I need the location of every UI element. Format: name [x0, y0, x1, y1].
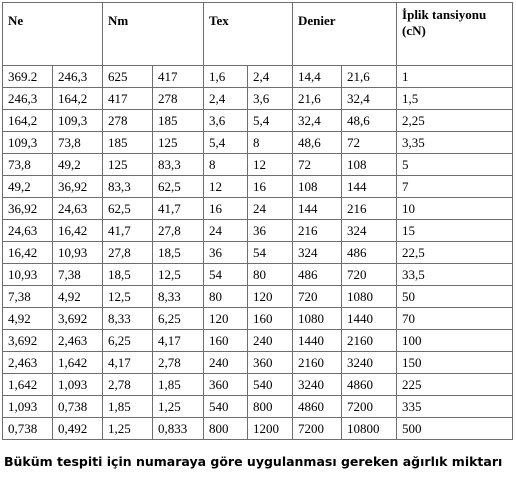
- table-cell: 360: [204, 374, 248, 396]
- table-row: [3, 286, 513, 308]
- table-cell: 32,4: [293, 110, 342, 132]
- table-cell: 1,85: [103, 396, 153, 418]
- table-cell: 7200: [293, 418, 342, 440]
- table-cell: 417: [103, 88, 153, 110]
- table-cell: 80: [248, 264, 293, 286]
- table-cell: 72: [342, 132, 397, 154]
- table-header-row: [3, 3, 513, 66]
- header-denier: Denier: [293, 3, 397, 66]
- table-cell: 240: [204, 352, 248, 374]
- table-cell: 41,7: [103, 220, 153, 242]
- header-tex: Tex: [204, 3, 293, 66]
- table-cell: 150: [397, 352, 513, 374]
- table-cell: 486: [342, 242, 397, 264]
- table-cell: 100: [397, 330, 513, 352]
- table-cell: 185: [153, 110, 204, 132]
- table-cell: 800: [248, 396, 293, 418]
- table-cell: 5,4: [204, 132, 248, 154]
- table-cell: 2,78: [153, 352, 204, 374]
- header-yarn-tension-unit: (cN): [402, 23, 426, 38]
- table-cell: 73,8: [53, 132, 103, 154]
- table-cell: 1440: [293, 330, 342, 352]
- table-cell: 33,5: [397, 264, 513, 286]
- table-cell: 1200: [248, 418, 293, 440]
- table-row: [3, 308, 513, 330]
- table-cell: 185: [103, 132, 153, 154]
- table-cell: 625: [103, 66, 153, 88]
- table-cell: 7200: [342, 396, 397, 418]
- table-cell: 1,25: [153, 396, 204, 418]
- table-cell: 120: [204, 308, 248, 330]
- table-cell: 2,463: [3, 352, 53, 374]
- table-cell: 32,4: [342, 88, 397, 110]
- table-cell: 49,2: [3, 176, 53, 198]
- table-cell: 4,17: [103, 352, 153, 374]
- table-cell: 10,93: [53, 242, 103, 264]
- table-cell: 125: [103, 154, 153, 176]
- table-cell: 324: [342, 220, 397, 242]
- table-cell: 5,4: [248, 110, 293, 132]
- table-cell: 2160: [293, 352, 342, 374]
- table-cell: 16,42: [3, 242, 53, 264]
- table-cell: 3,6: [204, 110, 248, 132]
- header-yarn-tension-line1: İplik tansiyonu: [402, 7, 487, 22]
- table-cell: 24: [204, 220, 248, 242]
- table-cell: 216: [342, 198, 397, 220]
- table-cell: 800: [204, 418, 248, 440]
- table-cell: 4,92: [3, 308, 53, 330]
- table-cell: 15: [397, 220, 513, 242]
- table-cell: 278: [153, 88, 204, 110]
- table-row: [3, 66, 513, 88]
- table-cell: 18,5: [153, 242, 204, 264]
- table-cell: 0,833: [153, 418, 204, 440]
- table-cell: 8: [204, 154, 248, 176]
- table-cell: 80: [204, 286, 248, 308]
- table-row: [3, 110, 513, 132]
- table-cell: 3,692: [3, 330, 53, 352]
- table-cell: 109,3: [3, 132, 53, 154]
- table-cell: 18,5: [103, 264, 153, 286]
- table-cell: 1,85: [153, 374, 204, 396]
- table-cell: 8,33: [153, 286, 204, 308]
- table-cell: 2,4: [204, 88, 248, 110]
- table-cell: 22,5: [397, 242, 513, 264]
- table-cell: 4860: [293, 396, 342, 418]
- table-cell: 109,3: [53, 110, 103, 132]
- table-cell: 108: [293, 176, 342, 198]
- header-yarn-tension: [397, 3, 513, 66]
- table-cell: 1,5: [397, 88, 513, 110]
- table-cell: 62,5: [153, 176, 204, 198]
- table-cell: 3240: [293, 374, 342, 396]
- table-cell: 83,3: [103, 176, 153, 198]
- table-cell: 27,8: [153, 220, 204, 242]
- table-cell: 216: [293, 220, 342, 242]
- table-cell: 21,6: [342, 66, 397, 88]
- table-cell: 7: [397, 176, 513, 198]
- table-cell: 7,38: [53, 264, 103, 286]
- table-cell: 50: [397, 286, 513, 308]
- table-cell: 62,5: [103, 198, 153, 220]
- table-cell: 160: [248, 308, 293, 330]
- table-cell: 1,642: [53, 352, 103, 374]
- table-cell: 7,38: [3, 286, 53, 308]
- table-cell: 144: [342, 176, 397, 198]
- table-cell: 54: [248, 242, 293, 264]
- table-cell: 2,78: [103, 374, 153, 396]
- table-cell: 6,25: [153, 308, 204, 330]
- table-cell: 1: [397, 66, 513, 88]
- table-cell: 240: [248, 330, 293, 352]
- table-row: [3, 198, 513, 220]
- table-cell: 225: [397, 374, 513, 396]
- table-cell: 24,63: [3, 220, 53, 242]
- table-row: [3, 374, 513, 396]
- table-row: [3, 264, 513, 286]
- table-cell: 500: [397, 418, 513, 440]
- header-nm: Nm: [103, 3, 204, 66]
- table-cell: 8,33: [103, 308, 153, 330]
- table-cell: 120: [248, 286, 293, 308]
- table-cell: 2,463: [53, 330, 103, 352]
- table-cell: 335: [397, 396, 513, 418]
- table-cell: 1,093: [3, 396, 53, 418]
- table-cell: 0,492: [53, 418, 103, 440]
- table-cell: 1080: [342, 286, 397, 308]
- table-cell: 3,35: [397, 132, 513, 154]
- table-row: [3, 396, 513, 418]
- table-cell: 1080: [293, 308, 342, 330]
- table-cell: 3,6: [248, 88, 293, 110]
- table-cell: 48,6: [293, 132, 342, 154]
- table-cell: 3240: [342, 352, 397, 374]
- table-cell: 108: [342, 154, 397, 176]
- table-row: [3, 132, 513, 154]
- table-cell: 246,3: [3, 88, 53, 110]
- table-cell: 6,25: [103, 330, 153, 352]
- table-cell: 12: [204, 176, 248, 198]
- table-cell: 72: [293, 154, 342, 176]
- table-cell: 540: [204, 396, 248, 418]
- table-row: [3, 88, 513, 110]
- table-cell: 540: [248, 374, 293, 396]
- table-cell: 1,25: [103, 418, 153, 440]
- table-cell: 2,4: [248, 66, 293, 88]
- table-cell: 12,5: [103, 286, 153, 308]
- table-cell: 10,93: [3, 264, 53, 286]
- table-row: [3, 330, 513, 352]
- table-cell: 73,8: [3, 154, 53, 176]
- table-body: [3, 66, 513, 440]
- table-cell: 24,63: [53, 198, 103, 220]
- table-cell: 324: [293, 242, 342, 264]
- yarn-count-tension-table: [2, 2, 513, 440]
- table-row: [3, 176, 513, 198]
- table-cell: 1,093: [53, 374, 103, 396]
- table-cell: 125: [153, 132, 204, 154]
- table-cell: 10800: [342, 418, 397, 440]
- table-cell: 8: [248, 132, 293, 154]
- table-cell: 0,738: [3, 418, 53, 440]
- table-cell: 36: [204, 242, 248, 264]
- table-cell: 27,8: [103, 242, 153, 264]
- table-row: [3, 418, 513, 440]
- table-cell: 70: [397, 308, 513, 330]
- table-cell: 720: [342, 264, 397, 286]
- table-cell: 246,3: [53, 66, 103, 88]
- table-cell: 417: [153, 66, 204, 88]
- table-cell: 24: [248, 198, 293, 220]
- table-cell: 10: [397, 198, 513, 220]
- table-cell: 83,3: [153, 154, 204, 176]
- table-row: [3, 154, 513, 176]
- table-cell: 360: [248, 352, 293, 374]
- table-cell: 160: [204, 330, 248, 352]
- table-cell: 12: [248, 154, 293, 176]
- table-caption: Büküm tespiti için numaraya göre uygulanması gereken ağırlık miktarı: [4, 454, 503, 469]
- table-cell: 36,92: [3, 198, 53, 220]
- table-cell: 5: [397, 154, 513, 176]
- table-cell: 16,42: [53, 220, 103, 242]
- table-cell: 486: [293, 264, 342, 286]
- table-cell: 16: [204, 198, 248, 220]
- table-cell: 1440: [342, 308, 397, 330]
- table-row: [3, 242, 513, 264]
- table-row: [3, 220, 513, 242]
- table-cell: 21,6: [293, 88, 342, 110]
- table-cell: 4,17: [153, 330, 204, 352]
- table-row: [3, 352, 513, 374]
- table-cell: 36,92: [53, 176, 103, 198]
- table-cell: 720: [293, 286, 342, 308]
- table-cell: 14,4: [293, 66, 342, 88]
- table-cell: 36: [248, 220, 293, 242]
- table-cell: 144: [293, 198, 342, 220]
- header-ne: Ne: [3, 3, 103, 66]
- table-cell: 1,6: [204, 66, 248, 88]
- table-cell: 2160: [342, 330, 397, 352]
- table-cell: 48,6: [342, 110, 397, 132]
- table-cell: 4860: [342, 374, 397, 396]
- table-cell: 2,25: [397, 110, 513, 132]
- table-cell: 278: [103, 110, 153, 132]
- table-cell: 41,7: [153, 198, 204, 220]
- table-cell: 16: [248, 176, 293, 198]
- table-cell: 369.2: [3, 66, 53, 88]
- table-cell: 49,2: [53, 154, 103, 176]
- table-cell: 12,5: [153, 264, 204, 286]
- table-cell: 1,642: [3, 374, 53, 396]
- table-cell: 164,2: [3, 110, 53, 132]
- table-cell: 3,692: [53, 308, 103, 330]
- table-cell: 0,738: [53, 396, 103, 418]
- table-cell: 54: [204, 264, 248, 286]
- table-cell: 4,92: [53, 286, 103, 308]
- table-cell: 164,2: [53, 88, 103, 110]
